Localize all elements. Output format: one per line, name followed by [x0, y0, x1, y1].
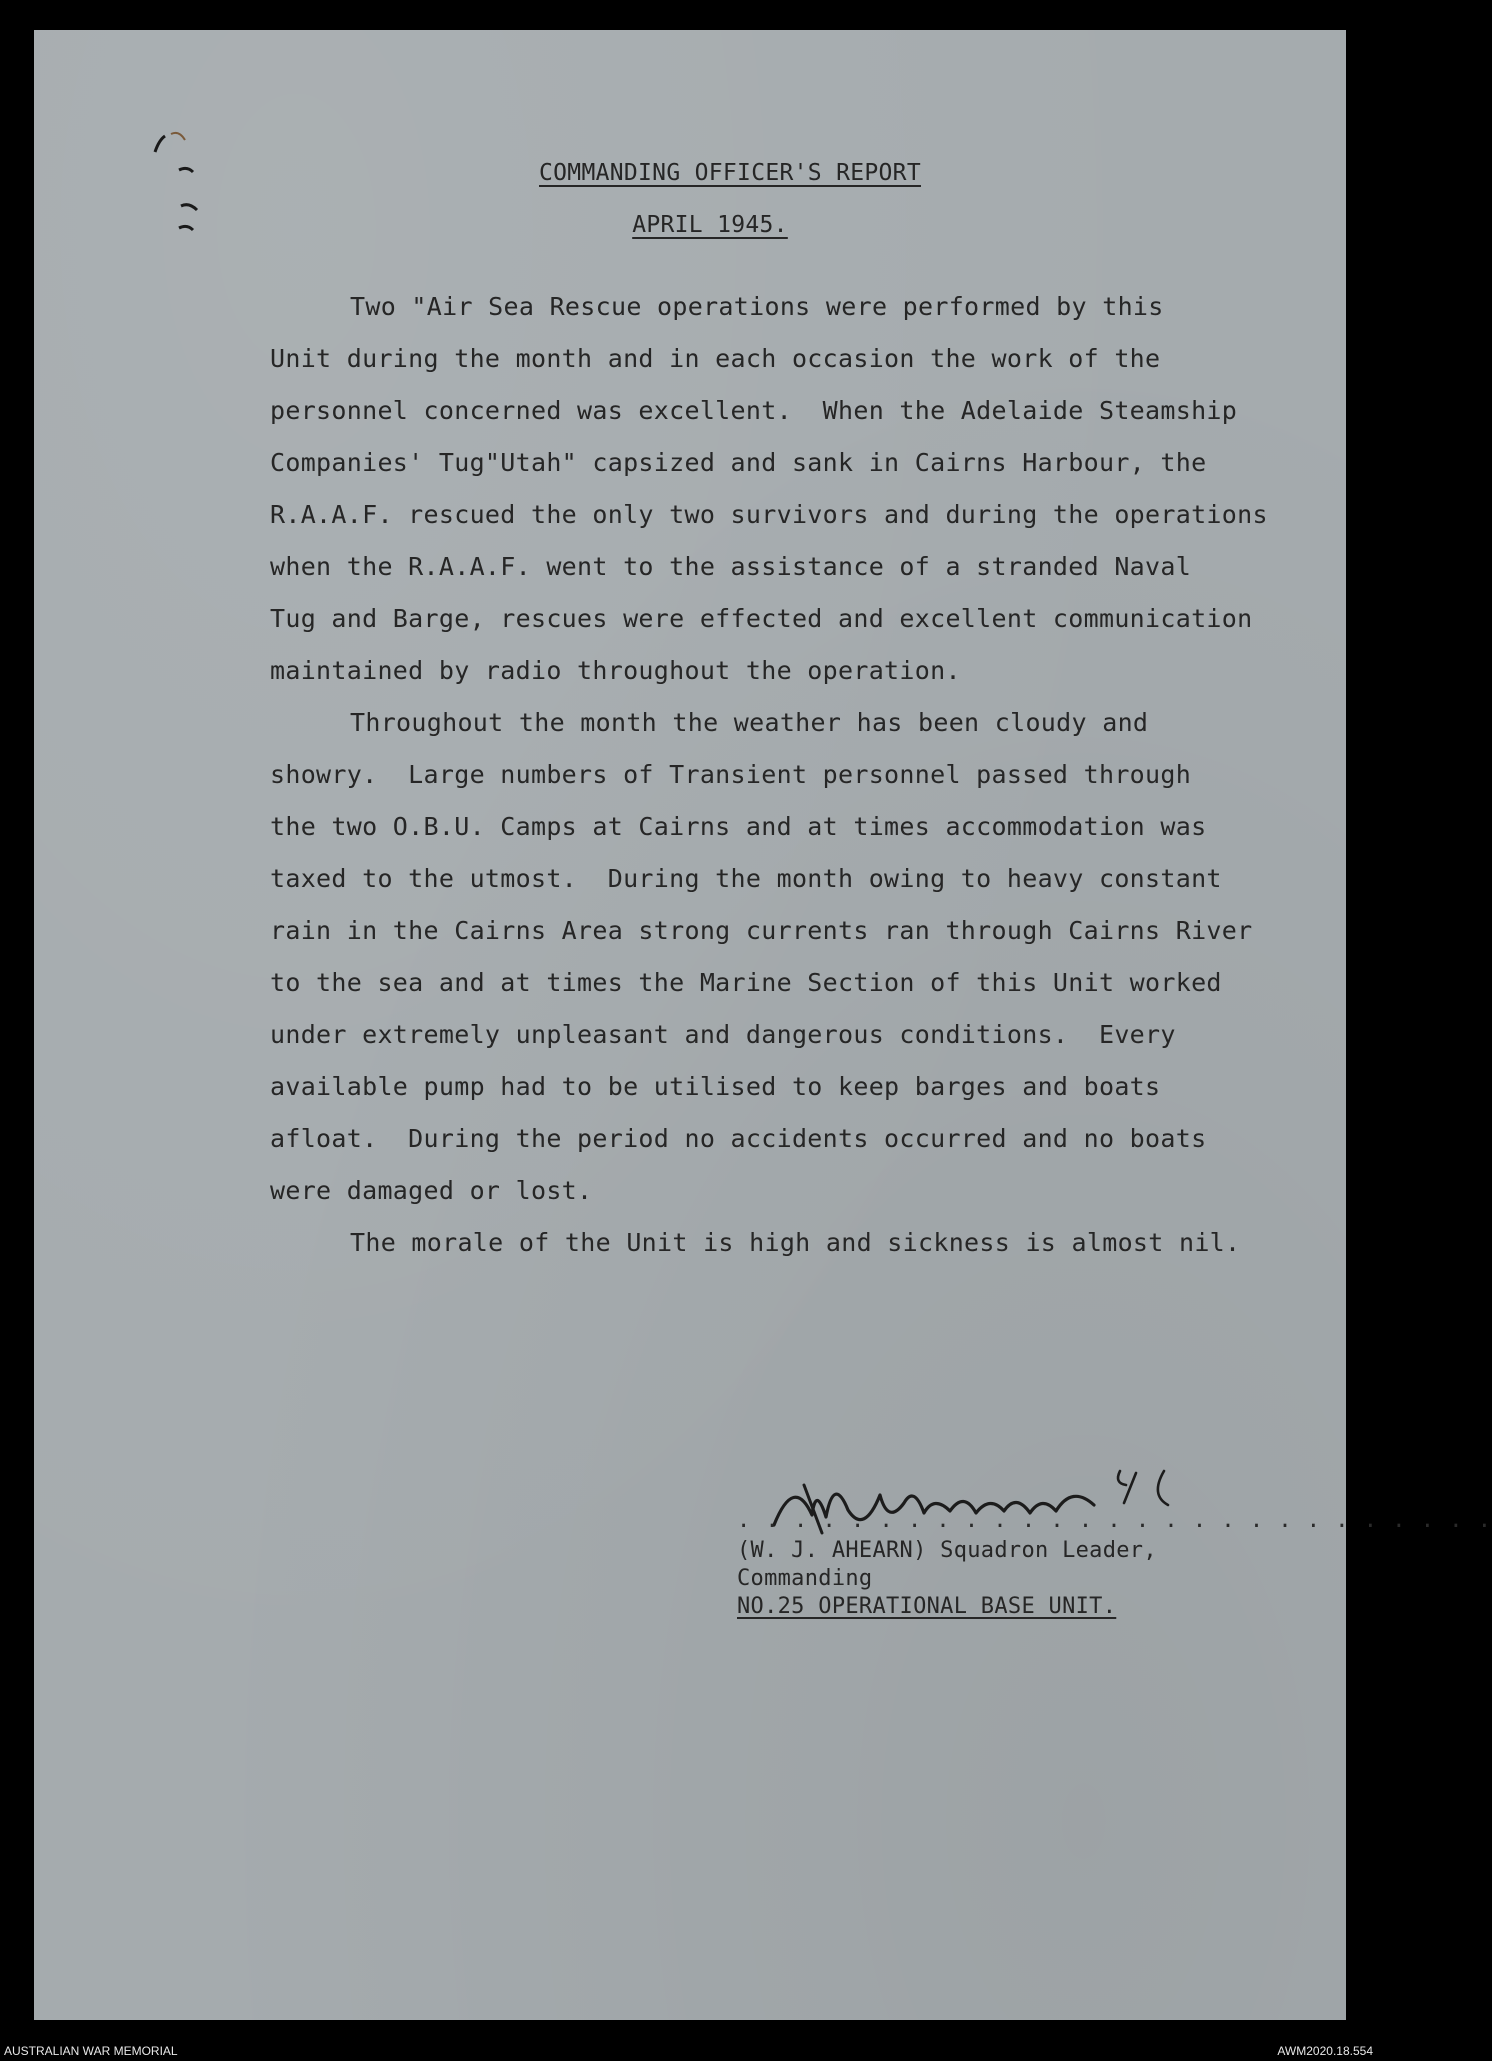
body-line: available pump had to be utilised to keep barges and boats	[270, 1072, 1161, 1101]
report-date: APRIL 1945.	[632, 212, 788, 238]
body-line: taxed to the utmost. During the month owing to heavy constant	[270, 864, 1222, 893]
body-line: Throughout the month the weather has been cloudy and	[350, 708, 1149, 737]
signature-dots: . . . . . . . . . . . . . . . . . . . . . . . . . . .	[737, 1508, 1492, 1533]
archive-reference: AWM2020.18.554	[1277, 2044, 1373, 2058]
body-line: Companies' Tug"Utah" capsized and sank in Cairns Harbour, the	[270, 448, 1207, 477]
body-line: showry. Large numbers of Transient personnel passed through	[270, 760, 1192, 789]
body-line: The morale of the Unit is high and sickness is almost nil.	[350, 1228, 1241, 1257]
body-line: to the sea and at times the Marine Section of this Unit worked	[270, 968, 1222, 997]
body-line: personnel concerned was excellent. When the Adelaide Steamship	[270, 396, 1238, 425]
document-page	[34, 30, 1492, 2020]
signatory-unit: NO.25 OPERATIONAL BASE UNIT.	[737, 1594, 1117, 1619]
body-line: rain in the Cairns Area strong currents ran through Cairns River	[270, 916, 1253, 945]
body-line: the two O.B.U. Camps at Cairns and at times accommodation was	[270, 812, 1207, 841]
signatory-name: (W. J. AHEARN) Squadron Leader,	[737, 1538, 1157, 1563]
signatory-role: Commanding	[737, 1566, 873, 1591]
body-line: under extremely unpleasant and dangerous conditions. Every	[270, 1020, 1176, 1049]
body-line: maintained by radio throughout the operation.	[270, 656, 961, 685]
body-line: were damaged or lost.	[270, 1176, 593, 1205]
body-line: R.A.A.F. rescued the only two survivors and during the operations	[270, 500, 1268, 529]
body-line: Unit during the month and in each occasion the work of the	[270, 344, 1161, 373]
body-line: when the R.A.A.F. went to the assistance of a stranded Naval	[270, 552, 1192, 581]
body-line: afloat. During the period no accidents occurred and no boats	[270, 1124, 1207, 1153]
body-line: Two "Air Sea Rescue operations were performed by this	[350, 292, 1164, 321]
body-line: Tug and Barge, rescues were effected and excellent communication	[270, 604, 1253, 633]
report-title: COMMANDING OFFICER'S REPORT	[539, 160, 921, 186]
archive-credit: AUSTRALIAN WAR MEMORIAL	[4, 2044, 178, 2058]
